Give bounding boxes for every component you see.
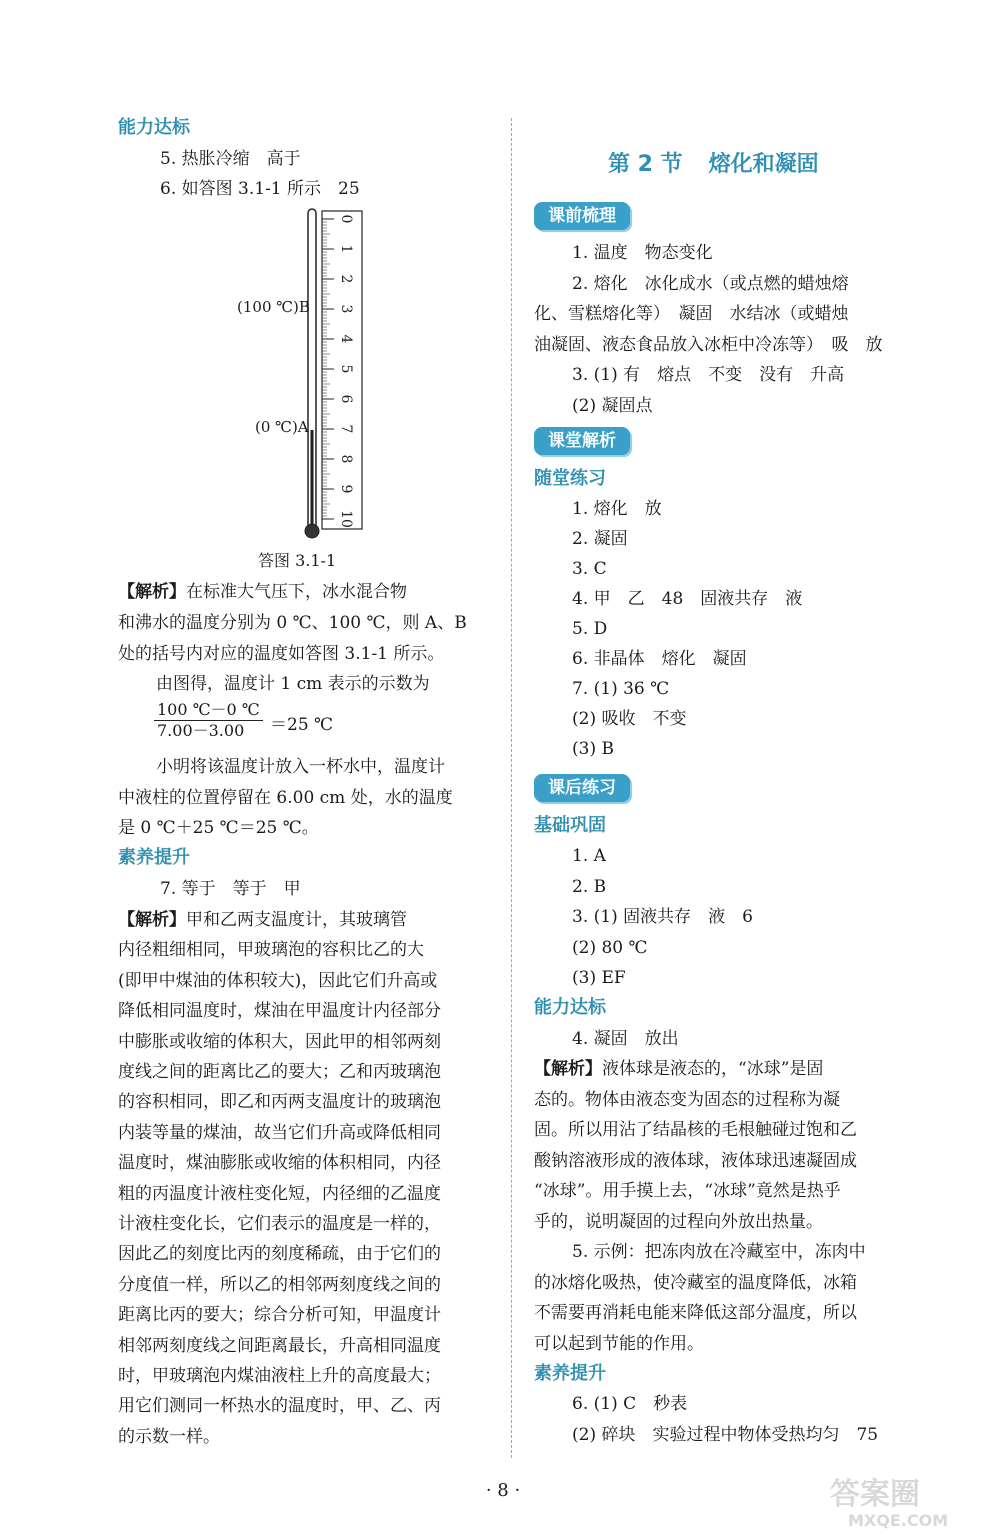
analysis-2-line: 距离比丙的要大；综合分析可知，甲温度计: [118, 1305, 441, 1326]
analysis-1-line-4: 由图得，温度计 1 cm 表示的示数为: [156, 674, 430, 694]
analysis-2-line: 相邻两刻度线之间距离最长，升高相同温度: [118, 1335, 441, 1356]
analysis-2-line: 计液柱变化长，它们表示的温度是一样的，: [118, 1214, 441, 1234]
pre-class-line: 2. 熔化 冰化成水（或点燃的蜡烛熔: [572, 273, 849, 294]
analysis-tag: 【解析】: [118, 910, 186, 930]
chapter-title: [608, 147, 845, 178]
svg-text:答案圈: 答案圈: [830, 1477, 920, 1512]
analysis-1-tail-2: 中液柱的位置停留在 6.00 cm 处，水的温度: [118, 788, 453, 808]
answer-6: 6. 如答图 3.1-1 所示 25: [160, 179, 360, 199]
basic-line: (3) EF: [572, 968, 626, 988]
pre-class-line: 油凝固、液态食品放入冰柜中冷冻等） 吸 放: [534, 334, 883, 355]
basic-line: 3. (1) 固液共存 液 6: [572, 907, 753, 927]
analysis-3-line: 态的。物体由液态变为固态的过程称为凝: [534, 1089, 840, 1110]
analysis-2-line: 用它们测同一杯热水的温度时，甲、乙、丙: [118, 1396, 441, 1417]
answer-6-right-line: 6. (1) C 秒表: [572, 1394, 688, 1414]
answer-5: 5. 热胀冷缩 高于: [160, 149, 301, 169]
analysis-1-line-3: 处的括号内对应的温度如答图 3.1-1 所示。: [118, 644, 445, 664]
analysis-2-line: 分度值一样，所以乙的相邻两刻度线之间的: [118, 1274, 441, 1295]
column-divider: [511, 118, 512, 1458]
svg-text:MXQE.COM: MXQE.COM: [848, 1511, 949, 1530]
analysis-2-line: (即甲中煤油的体积较大)，因此它们升高或: [118, 970, 438, 991]
analysis-3-line: 【解析】液体球是液态的，“冰球”是固: [534, 1059, 824, 1079]
practice-line: 3. C: [572, 559, 607, 579]
page-number: · 8 ·: [485, 1480, 521, 1501]
analysis-tag: 【解析】: [534, 1059, 602, 1079]
section-heading-literacy: 素养提升: [118, 847, 190, 868]
answer-5-right-line: 的冰熔化吸热，使冷藏室的温度降低，冰箱: [534, 1272, 857, 1293]
thermometer-figure: [300, 205, 370, 545]
label-a: (0 ℃)A: [255, 418, 309, 436]
ruler-tick-label: 7: [338, 424, 354, 434]
analysis-2-line: 温度时，煤油膨胀或收缩的体积相同，内径: [118, 1153, 441, 1174]
fraction-result: ＝25 ℃: [270, 715, 334, 735]
ruler-tick-label: 2: [338, 274, 354, 284]
badge-pre-class: 课前梳理: [534, 202, 630, 230]
practice-line: 7. (1) 36 ℃: [572, 679, 670, 699]
basic-line: (2) 80 ℃: [572, 937, 648, 958]
ruler-tick-label: 10: [338, 510, 354, 528]
analysis-2-line: 内径粗细相同，甲玻璃泡的容积比乙的大: [118, 940, 424, 961]
analysis-3-line: 固。所以用沾了结晶核的毛根触碰过饱和乙: [534, 1120, 857, 1140]
practice-line: 6. 非晶体 熔化 凝固: [572, 649, 747, 669]
answer-5-right-line: 5. 示例：把冻肉放在冷藏室中，冻肉中: [572, 1242, 866, 1262]
analysis-3-line: 乎的，说明凝固的过程向外放出热量。: [534, 1211, 823, 1232]
label-b: (100 ℃)B: [237, 298, 310, 316]
badge-after-class: 课后练习: [534, 774, 630, 802]
analysis-2-line: 内装等量的煤油，故当它们升高或降低相同: [118, 1122, 441, 1143]
practice-line: 1. 熔化 放: [572, 499, 662, 519]
analysis-1-tail-1: 小明将该温度计放入一杯水中，温度计: [156, 757, 445, 777]
section-heading-ability-2: 能力达标: [534, 997, 606, 1018]
ruler-tick-label: 9: [338, 484, 354, 494]
section-heading-basic: 基础巩固: [534, 815, 606, 836]
analysis-2-line: 因此乙的刻度比丙的刻度稀疏，由于它们的: [118, 1244, 441, 1265]
ruler-tick-label: 0: [338, 214, 354, 224]
analysis-2-line: 的容积相同，即乙和丙两支温度计的玻璃泡: [118, 1092, 441, 1113]
answer-5-right-line: 不需要再消耗电能来降低这部分温度，所以: [534, 1303, 857, 1323]
analysis-1-tail-3: 是 0 ℃＋25 ℃＝25 ℃。: [118, 818, 319, 838]
fraction-numerator: 100 ℃－0 ℃: [154, 700, 263, 721]
ruler-tick-label: 6: [338, 394, 354, 404]
analysis-2-line: 粗的丙温度计液柱变化短，内径细的乙温度: [118, 1183, 441, 1204]
figure-caption: 答图 3.1-1: [258, 551, 337, 570]
section-heading-ability: 能力达标: [118, 117, 190, 138]
practice-line: (3) B: [572, 739, 614, 759]
analysis-1-line-1: 【解析】在标准大气压下，冰水混合物: [118, 582, 407, 602]
chapter-number: 第 2 节: [608, 152, 683, 177]
practice-line: (2) 吸收 不变: [572, 709, 687, 729]
chapter-name: 熔化和凝固: [708, 152, 819, 177]
pre-class-line: (2) 凝固点: [572, 395, 653, 416]
pre-class-line: 3. (1) 有 熔点 不变 没有 升高: [572, 365, 845, 385]
pre-class-line: 化、雪糕熔化等） 凝固 水结冰（或蜡烛: [534, 304, 849, 324]
ruler-tick-label: 1: [338, 244, 354, 254]
ruler-tick-label: 3: [338, 304, 354, 314]
fraction: [154, 700, 263, 741]
practice-line: 5. D: [572, 619, 608, 639]
basic-line: 2. B: [572, 876, 607, 897]
fraction-denominator: 7.00－3.00: [157, 721, 245, 740]
answer-7: 7. 等于 等于 甲: [160, 879, 301, 899]
section-heading-practice: 随堂练习: [534, 468, 606, 489]
ruler-tick-label: 8: [338, 454, 354, 464]
ruler-tick-label: 5: [338, 364, 354, 374]
analysis-tag: 【解析】: [118, 582, 186, 602]
analysis-3-line: “冰球”。用手摸上去，“冰球”竟然是热乎: [534, 1181, 841, 1201]
answer-5-right-line: 可以起到节能的作用。: [534, 1333, 704, 1354]
analysis-2-line: 度线之间的距离比乙的要大；乙和丙玻璃泡: [118, 1062, 441, 1082]
answer-4: 4. 凝固 放出: [572, 1029, 679, 1049]
analysis-2-line: 时，甲玻璃泡内煤油液柱上升的高度最大；: [118, 1366, 441, 1386]
answer-6-right-line: (2) 碎块 实验过程中物体受热均匀 75: [572, 1425, 879, 1445]
analysis-2-line: 中膨胀或收缩的体积大，因此甲的相邻两刻: [118, 1031, 441, 1052]
analysis-2-line: 降低相同温度时，煤油在甲温度计内径部分: [118, 1001, 441, 1022]
pre-class-line: 1. 温度 物态变化: [572, 243, 713, 263]
analysis-1-line-2: 和沸水的温度分别为 0 ℃、100 ℃，则 A、B: [118, 613, 467, 633]
watermark-logo: [820, 1470, 1000, 1530]
analysis-2-line: 的示数一样。: [118, 1426, 220, 1447]
basic-line: 1. A: [572, 846, 606, 866]
ruler-tick-label: 4: [338, 334, 354, 344]
analysis-2-line: 【解析】甲和乙两支温度计，其玻璃管: [118, 910, 407, 930]
practice-line: 4. 甲 乙 48 固液共存 液: [572, 589, 803, 609]
practice-line: 2. 凝固: [572, 529, 628, 549]
badge-in-class: 课堂解析: [534, 427, 630, 455]
section-heading-literacy-2: 素养提升: [534, 1363, 606, 1384]
analysis-3-line: 酸钠溶液形成的液体球，液体球迅速凝固成: [534, 1150, 857, 1171]
